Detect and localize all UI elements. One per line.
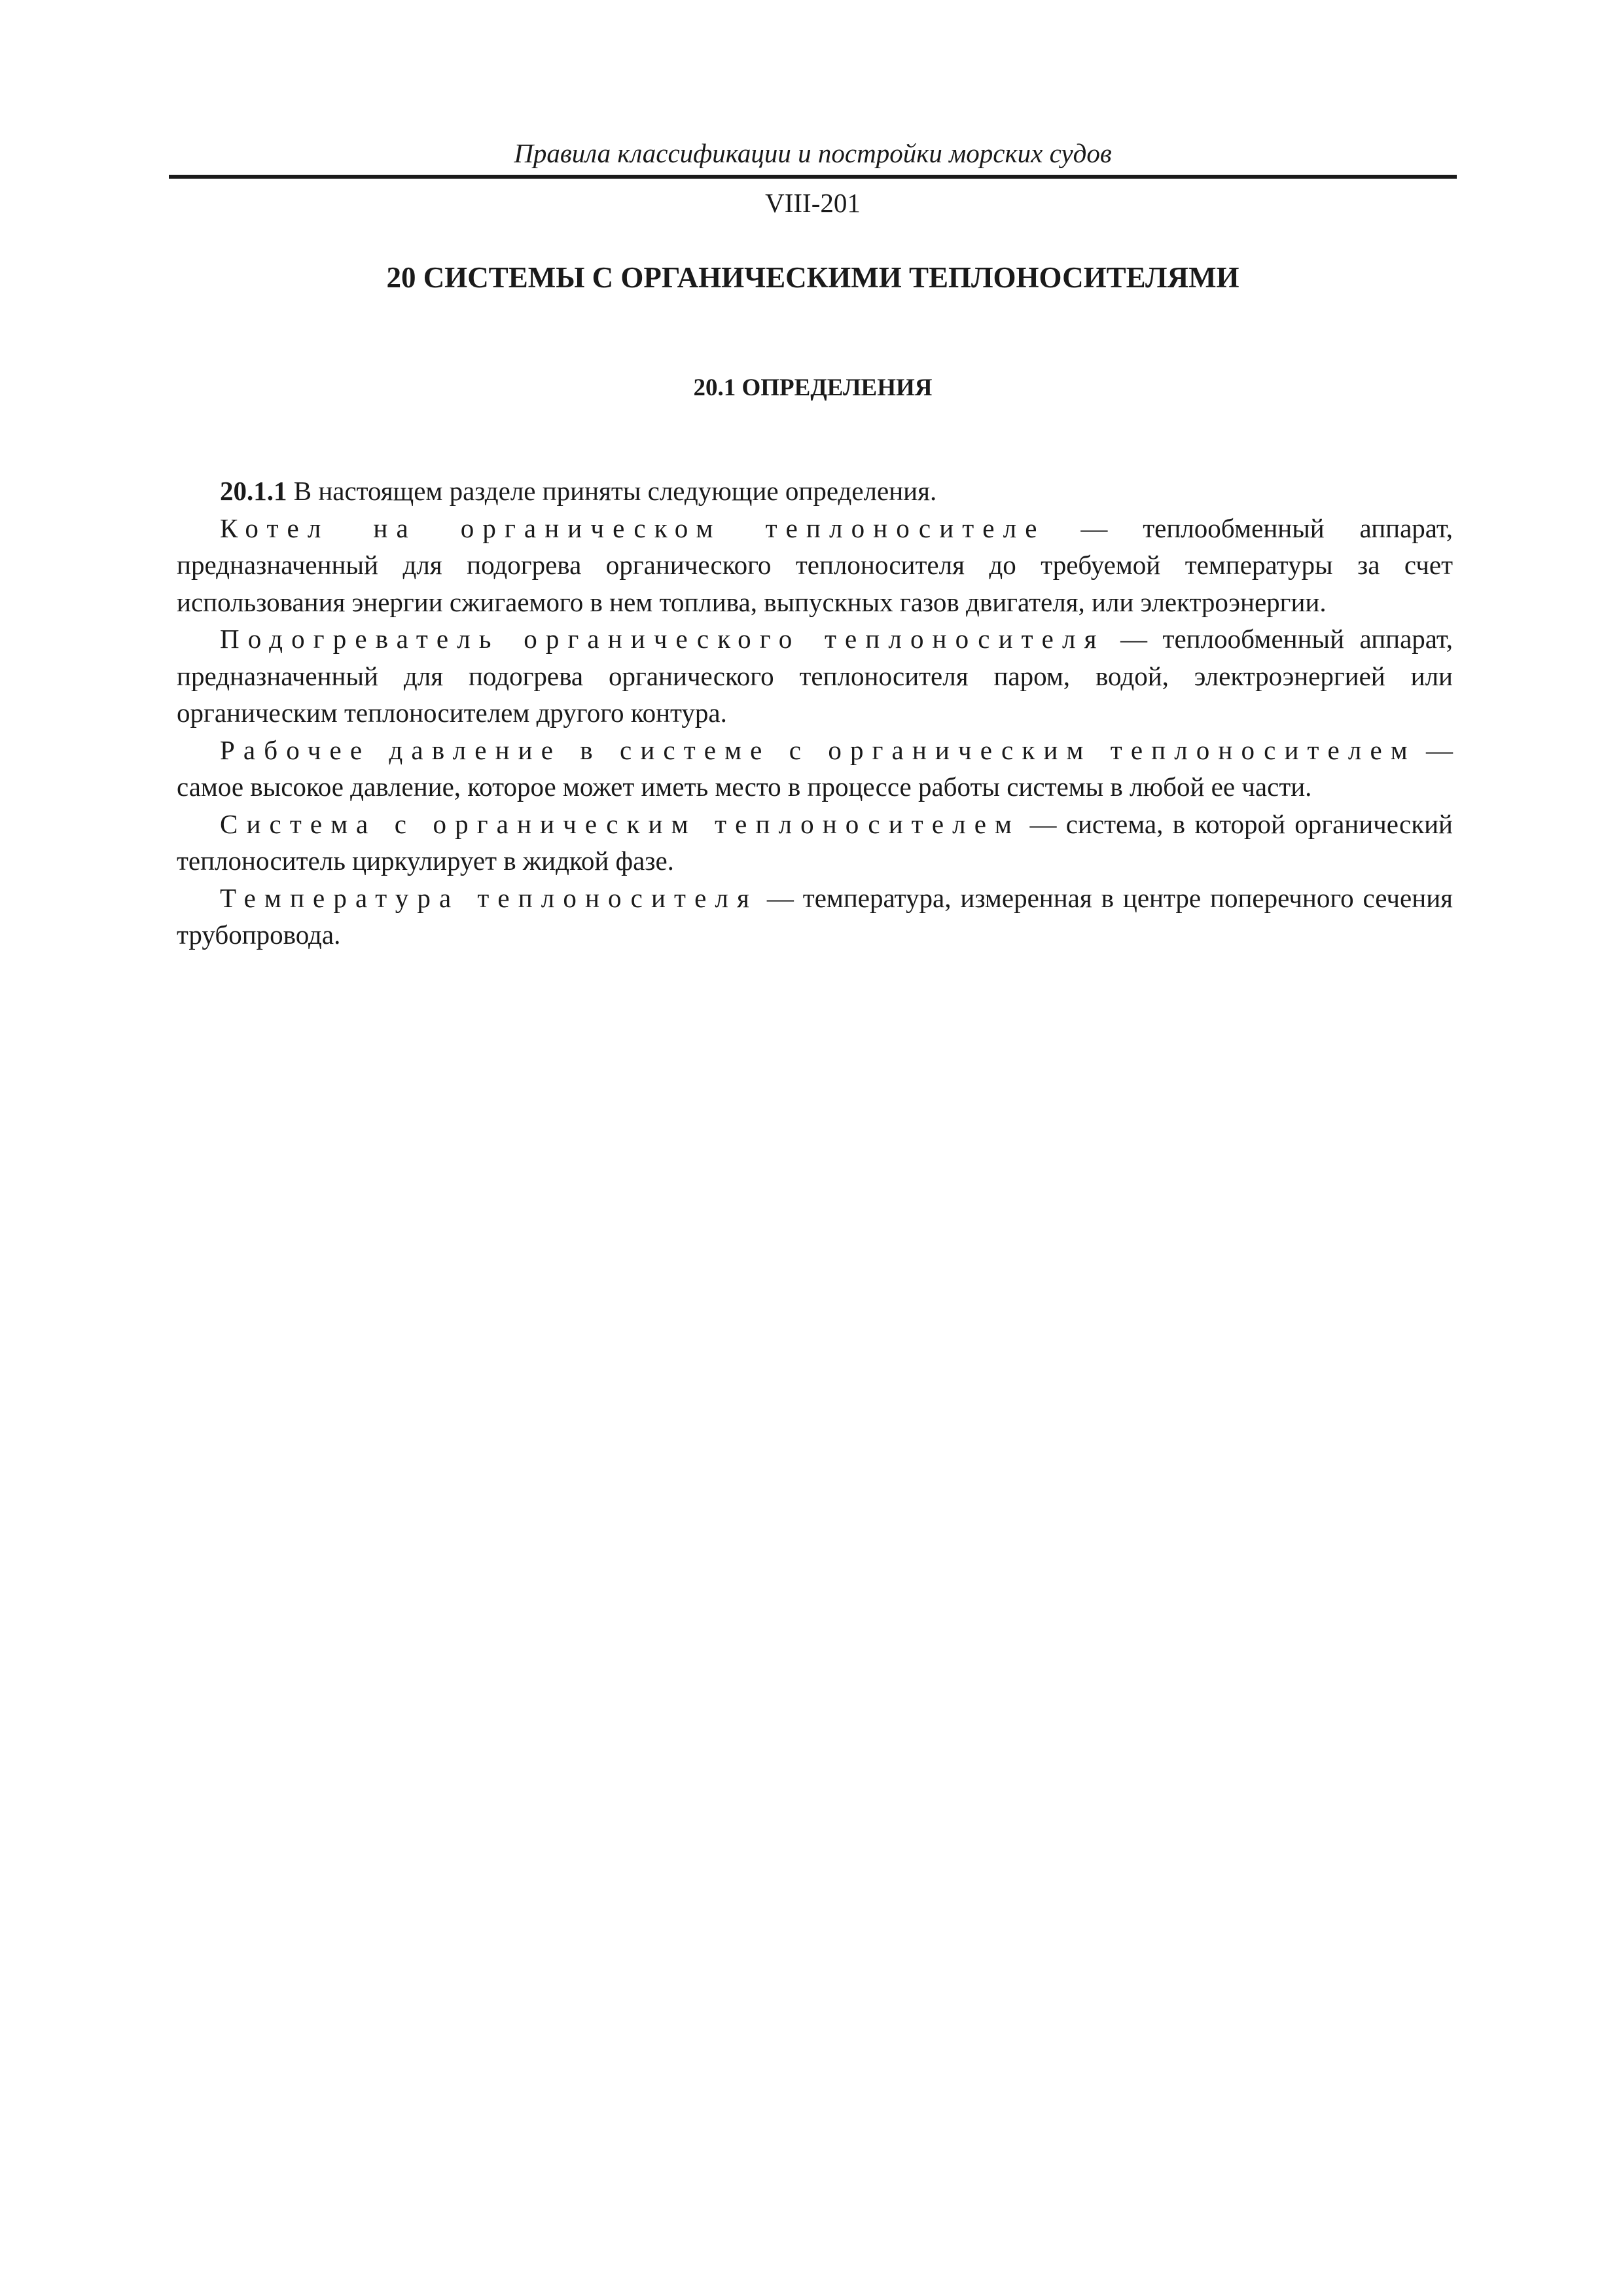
definition-paragraph xyxy=(177,732,1453,806)
definition-term: Подогреватель органического теплоносителя xyxy=(220,624,1105,654)
definition-term: Температура теплоносителя xyxy=(220,882,758,913)
section-title: 20.1 ОПРЕДЕЛЕНИЯ xyxy=(693,374,933,401)
header-rule xyxy=(169,175,1457,179)
definition-term: Рабочее давление в системе с органическим теплоносителем xyxy=(220,734,1416,765)
page-number: VIII-201 xyxy=(765,188,861,218)
definition-text: — самое высокое давление, которое может иметь место в процессе работы системы в любой ее части. xyxy=(177,734,1454,802)
chapter-title: 20 СИСТЕМЫ С ОРГАНИЧЕСКИМИ ТЕПЛОНОСИТЕЛЯМИ xyxy=(386,261,1240,294)
definition-paragraph xyxy=(177,806,1453,880)
definition-paragraph xyxy=(177,620,1453,732)
definition-text: — теплообменный аппарат, предназначенный для подогрева органического теплоносителя паром, водой, электроэнергией или органическим теплоносителем другого контура. xyxy=(177,624,1453,728)
definition-text: — температура, измеренная в центре поперечного сечения трубопровода. xyxy=(177,882,1453,950)
definition-paragraph xyxy=(177,880,1453,954)
paragraph-number: 20.1.1 xyxy=(220,476,287,506)
paragraph-text: В настоящем разделе приняты следующие определения. xyxy=(287,476,937,506)
body-text xyxy=(177,473,1453,954)
intro-paragraph xyxy=(177,473,1453,510)
definition-text: — теплообменный аппарат, предназначенный для подогрева органического теплоносителя до требуемой температуры за счет использования энергии сжигаемого в нем топлива, выпускных газов двигателя, или электроэнергии. xyxy=(177,512,1453,617)
definition-term: Система с органическим теплоносителем xyxy=(220,808,1021,839)
running-header: Правила классификации и постройки морских судов xyxy=(514,138,1112,168)
definition-text: — система, в которой органический теплоноситель циркулирует в жидкой фазе. xyxy=(177,808,1453,876)
definition-term: Котел на органическом теплоносителе xyxy=(220,512,1046,543)
definition-paragraph xyxy=(177,510,1453,621)
